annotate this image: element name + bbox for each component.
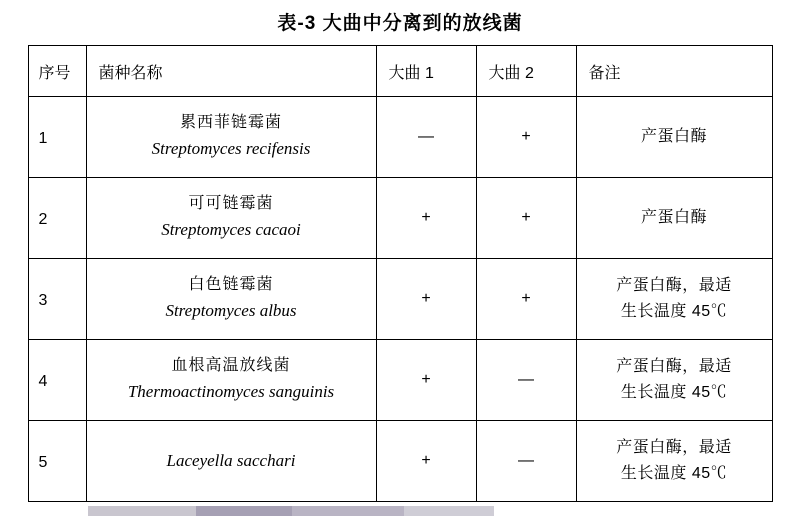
row-daqu-1-value: + <box>376 178 476 259</box>
remark-line-1: 产蛋白酶 <box>640 128 707 146</box>
strip-segment <box>88 506 196 516</box>
strip-segment <box>292 506 404 516</box>
row-index: 1 <box>28 97 86 178</box>
column-header-index: 序号 <box>28 46 86 97</box>
row-remark <box>576 259 772 340</box>
row-daqu-2-value: — <box>476 340 576 421</box>
species-name-latin: Streptomyces recifensis <box>151 139 311 159</box>
column-header-daqu-1: 大曲 1 <box>376 46 476 97</box>
strip-segment <box>404 506 494 516</box>
remark-line-1: 产蛋白酶，最适 <box>616 277 732 295</box>
species-name-cn: 累西菲链霉菌 <box>179 114 282 132</box>
row-species-name <box>86 340 376 421</box>
species-name-cn: 白色链霉菌 <box>188 276 274 294</box>
remark-line-1: 产蛋白酶，最适 <box>616 439 732 457</box>
column-header-species-name: 菌种名称 <box>86 46 376 97</box>
row-index: 4 <box>28 340 86 421</box>
row-daqu-2-value: + <box>476 178 576 259</box>
row-remark <box>576 421 772 502</box>
row-daqu-2-value: + <box>476 259 576 340</box>
table-row <box>28 97 772 178</box>
remark-line-1: 产蛋白酶 <box>640 209 707 227</box>
row-daqu-2-value: — <box>476 421 576 502</box>
strip-segment <box>196 506 292 516</box>
table-title: 表-3 大曲中分离到的放线菌 <box>277 13 523 34</box>
remark-line-2: 生长温度 45℃ <box>620 303 728 320</box>
table-row <box>28 340 772 421</box>
table-row <box>28 178 772 259</box>
row-species-name <box>86 421 376 502</box>
remark-line-1: 产蛋白酶，最适 <box>616 358 732 376</box>
row-daqu-1-value: + <box>376 259 476 340</box>
column-header-remark: 备注 <box>576 46 772 97</box>
table-row <box>28 421 772 502</box>
actinomycetes-table <box>28 45 773 502</box>
remark-line-2: 生长温度 45℃ <box>620 465 728 482</box>
page-bottom-artifact-strip <box>0 506 800 516</box>
species-name-latin: Thermoactinomyces sanguinis <box>127 382 335 402</box>
row-index: 5 <box>28 421 86 502</box>
species-name-latin: Streptomyces albus <box>165 301 297 321</box>
row-daqu-1-value: — <box>376 97 476 178</box>
species-name-latin: Laceyella sacchari <box>166 450 296 470</box>
remark-line-2: 生长温度 45℃ <box>620 384 728 401</box>
table-row <box>28 259 772 340</box>
row-remark <box>576 178 772 259</box>
row-index: 2 <box>28 178 86 259</box>
table-header-row <box>28 46 772 97</box>
column-header-daqu-2: 大曲 2 <box>476 46 576 97</box>
row-daqu-2-value: + <box>476 97 576 178</box>
species-name-latin: Streptomyces cacaoi <box>161 220 301 240</box>
row-species-name <box>86 97 376 178</box>
species-name-cn: 血根高温放线菌 <box>171 357 291 375</box>
row-species-name <box>86 178 376 259</box>
row-daqu-1-value: + <box>376 421 476 502</box>
row-remark <box>576 340 772 421</box>
row-remark <box>576 97 772 178</box>
species-name-cn: 可可链霉菌 <box>188 195 274 213</box>
row-species-name <box>86 259 376 340</box>
row-index: 3 <box>28 259 86 340</box>
row-daqu-1-value: + <box>376 340 476 421</box>
